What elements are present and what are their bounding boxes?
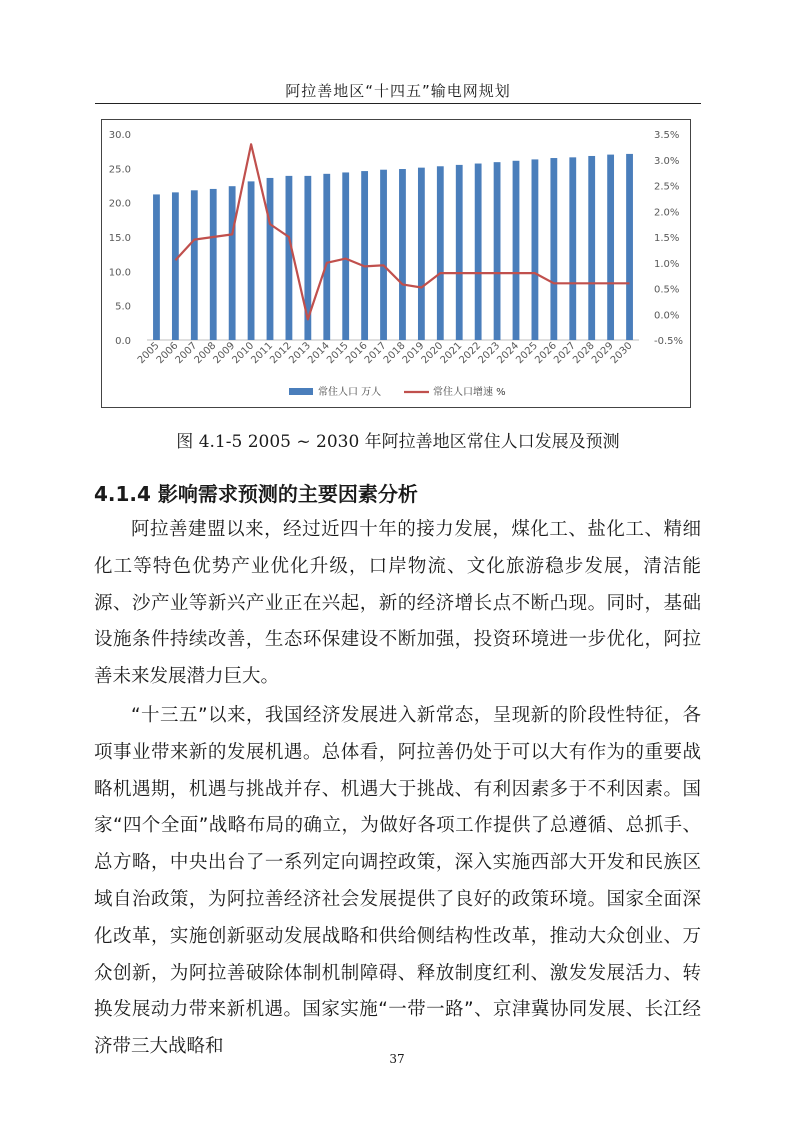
legend-bar-label: 常住人口 万人 (318, 387, 382, 398)
y-right-tick-label: 1.0% (654, 258, 680, 270)
population-bar (494, 162, 501, 340)
x-tick-label: 2014 (306, 340, 332, 367)
x-tick-label: 2011 (249, 340, 276, 367)
y-right-tick-label: 1.5% (654, 233, 680, 244)
x-tick-label: 2012 (268, 340, 295, 367)
population-bar (342, 172, 349, 340)
population-chart (101, 119, 691, 408)
x-tick-label: 2023 (476, 340, 503, 367)
x-tick-label: 2020 (419, 340, 446, 367)
population-bar (437, 166, 444, 340)
section-heading: 4.1.4 影响需求预测的主要因素分析 (94, 482, 418, 506)
population-bar (513, 161, 520, 340)
population-bar (210, 189, 217, 340)
x-tick-label: 2030 (608, 340, 635, 367)
population-bar (229, 186, 236, 340)
population-bar (550, 158, 557, 340)
y-left-tick-label: 20.0 (108, 198, 131, 210)
population-bar (607, 155, 614, 340)
y-left-tick-label: 15.0 (108, 233, 131, 244)
y-left-tick-label: 0.0 (115, 336, 131, 347)
header-rule (95, 103, 701, 104)
population-bar (191, 190, 198, 340)
x-tick-label: 2026 (533, 340, 559, 367)
x-tick-label: 2024 (495, 340, 522, 367)
y-left-tick-label: 25.0 (108, 164, 131, 176)
population-bar (456, 165, 463, 340)
paragraph-1: 阿拉善建盟以来，经过近四十年的接力发展，煤化工、盐化工、精细化工等特色优势产业优化升级，口岸物流、文化旅游稳步发展，清洁能源、沙产业等新兴产业正在兴起，新的经济增长点不断凸现。同时，基础设施条件持续改善，生态环保建设不断加强，投资环境进一步优化，阿拉善未来发展潜力巨大。 (94, 519, 701, 688)
population-bar (172, 192, 179, 340)
population-bar (588, 156, 595, 340)
x-tick-label: 2006 (154, 340, 181, 367)
population-bar (153, 194, 160, 340)
x-tick-label: 2018 (381, 340, 408, 367)
x-tick-label: 2008 (192, 340, 219, 367)
population-bar (248, 181, 255, 340)
chart-svg (102, 120, 692, 409)
x-tick-label: 2029 (589, 340, 616, 367)
page-header-title: 阿拉善地区“十四五”输电网规划 (285, 82, 511, 100)
x-tick-label: 2019 (400, 340, 427, 367)
y-left-tick-label: 10.0 (108, 267, 131, 279)
population-bar (323, 174, 330, 340)
y-right-tick-label: 3.5% (654, 130, 680, 141)
y-right-tick-label: 0.0% (654, 310, 680, 322)
x-tick-label: 2022 (457, 340, 484, 367)
population-bar (380, 170, 387, 340)
x-tick-label: 2017 (362, 340, 389, 367)
figure-caption: 图 4.1-5 2005 ~ 2030 年阿拉善地区常住人口发展及预测 (176, 432, 620, 452)
page-number: 37 (389, 1052, 405, 1066)
x-tick-label: 2025 (514, 340, 541, 367)
population-bar (569, 157, 576, 340)
population-bar (399, 169, 406, 340)
y-right-tick-label: 0.5% (654, 284, 680, 296)
y-right-tick-label: 3.0% (654, 155, 680, 167)
x-tick-label: 2015 (325, 340, 351, 367)
x-tick-label: 2016 (343, 340, 370, 367)
x-tick-label: 2028 (571, 340, 597, 367)
y-right-tick-label: 2.0% (654, 207, 680, 219)
x-tick-label: 2007 (173, 340, 200, 367)
paragraph-2: “十三五”以来，我国经济发展进入新常态，呈现新的阶段性特征，各项事业带来新的发展机遇。总体看，阿拉善仍处于可以大有作为的重要战略机遇期，机遇与挑战并存、机遇大于挑战、有利因素多于不利因素。国家“四个全面”战略布局的确立，为做好各项工作提供了总遵循、总抓手、总方略，中央出台了一系列定向调控政策，深入实施西部大开发和民族区域自治政策，为阿拉善经济社会发展提供了良好的政策环境。国家全面深化改革，实施创新驱动发展战略和供给侧结构性改革，推动大众创业、万众创新，为阿拉善破除体制机制障碍、释放制度红利、激发发展活力、转换发展动力带来新机遇。国家实施“一带一路”、京津冀协同发展、长江经济带三大战略和 (94, 705, 701, 1058)
y-left-tick-label: 30.0 (108, 130, 131, 141)
legend-line-label: 常住人口增速 % (433, 387, 506, 398)
population-bar (267, 178, 274, 340)
population-bar (286, 176, 293, 340)
legend-bar-swatch (289, 388, 313, 395)
population-bar (418, 168, 425, 340)
x-tick-label: 2027 (552, 340, 578, 367)
population-bar (626, 154, 633, 340)
x-tick-label: 2021 (438, 340, 465, 367)
population-bar (475, 164, 482, 340)
x-tick-label: 2009 (211, 340, 238, 367)
y-right-tick-label: -0.5% (654, 336, 684, 347)
x-tick-label: 2010 (230, 340, 257, 367)
x-tick-label: 2013 (287, 340, 313, 367)
y-left-tick-label: 5.0 (115, 301, 131, 313)
population-bar (361, 171, 368, 340)
y-right-tick-label: 2.5% (654, 181, 680, 193)
x-tick-label: 2005 (135, 340, 162, 367)
population-bar (532, 159, 539, 340)
